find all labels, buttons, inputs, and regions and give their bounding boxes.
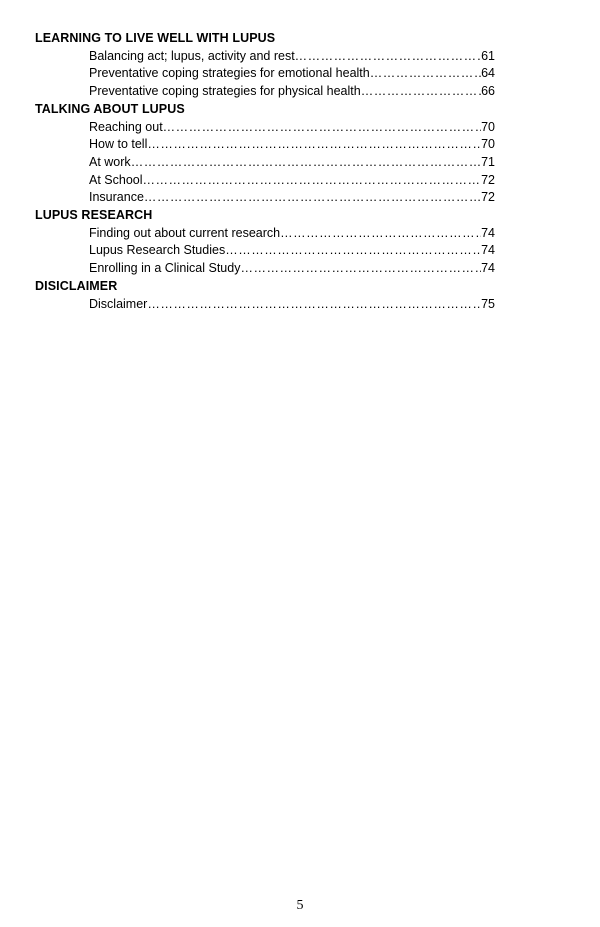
section-heading: TALKING ABOUT LUPUS — [35, 101, 185, 116]
entry-page-number: 75 — [481, 296, 495, 311]
entry-title: Preventative coping strategies for physical health — [89, 84, 361, 99]
entry-title: Enrolling in a Clinical Study — [89, 261, 241, 276]
section-heading: DISICLAIMER — [35, 278, 118, 293]
toc-entry — [89, 65, 495, 83]
entry-title: Insurance — [89, 190, 144, 205]
section-heading: LEARNING TO LIVE WELL WITH LUPUS — [35, 31, 276, 45]
entry-title: Lupus Research Studies — [89, 243, 226, 258]
entry-title: Preventative coping strategies for emotional health — [89, 66, 370, 81]
toc-entry — [89, 225, 495, 243]
entry-title: Balancing act; lupus, activity and rest — [89, 48, 295, 63]
dot-leader — [370, 65, 481, 83]
entry-page-number: 74 — [481, 243, 495, 258]
dot-leader — [147, 296, 481, 314]
entry-page-number: 74 — [481, 225, 495, 240]
page-number: 5 — [296, 898, 304, 913]
entry-title: Reaching out — [89, 119, 163, 134]
dot-leader — [144, 189, 481, 207]
toc-entry — [89, 189, 495, 207]
entry-page-number: 70 — [481, 137, 495, 152]
toc-section — [35, 278, 495, 313]
dot-leader — [280, 225, 481, 243]
entry-title: At School — [89, 172, 143, 187]
entry-title: How to tell — [89, 137, 148, 152]
dot-leader — [131, 154, 481, 172]
entry-page-number: 64 — [481, 66, 495, 81]
toc-section — [35, 101, 495, 207]
toc-entry — [89, 154, 495, 172]
dot-leader — [143, 172, 482, 190]
entry-title: Finding out about current research — [89, 225, 281, 240]
toc-section — [35, 207, 495, 278]
dot-leader — [295, 48, 481, 66]
entry-title: At work — [89, 154, 131, 169]
entry-page-number: 66 — [481, 84, 495, 99]
entry-page-number: 72 — [481, 172, 495, 187]
dot-leader — [225, 242, 481, 260]
entry-title: Disclaimer — [89, 296, 148, 311]
toc-entry — [89, 83, 495, 101]
entry-page-number: 70 — [481, 119, 495, 134]
dot-leader — [361, 83, 481, 101]
dot-leader — [163, 119, 481, 137]
toc-entry — [89, 172, 495, 190]
section-heading: LUPUS RESEARCH — [35, 208, 153, 223]
toc-section — [35, 30, 495, 101]
toc-entry — [89, 260, 495, 278]
entry-page-number: 74 — [481, 261, 495, 276]
table-of-contents — [35, 30, 495, 313]
entry-page-number: 71 — [481, 154, 495, 169]
toc-entry — [89, 136, 495, 154]
entry-page-number: 61 — [481, 48, 495, 63]
entry-page-number: 72 — [481, 190, 495, 205]
toc-entry — [89, 48, 495, 66]
dot-leader — [147, 136, 481, 154]
toc-entry — [89, 119, 495, 137]
toc-entry — [89, 296, 495, 314]
toc-entry — [89, 242, 495, 260]
dot-leader — [240, 260, 481, 278]
